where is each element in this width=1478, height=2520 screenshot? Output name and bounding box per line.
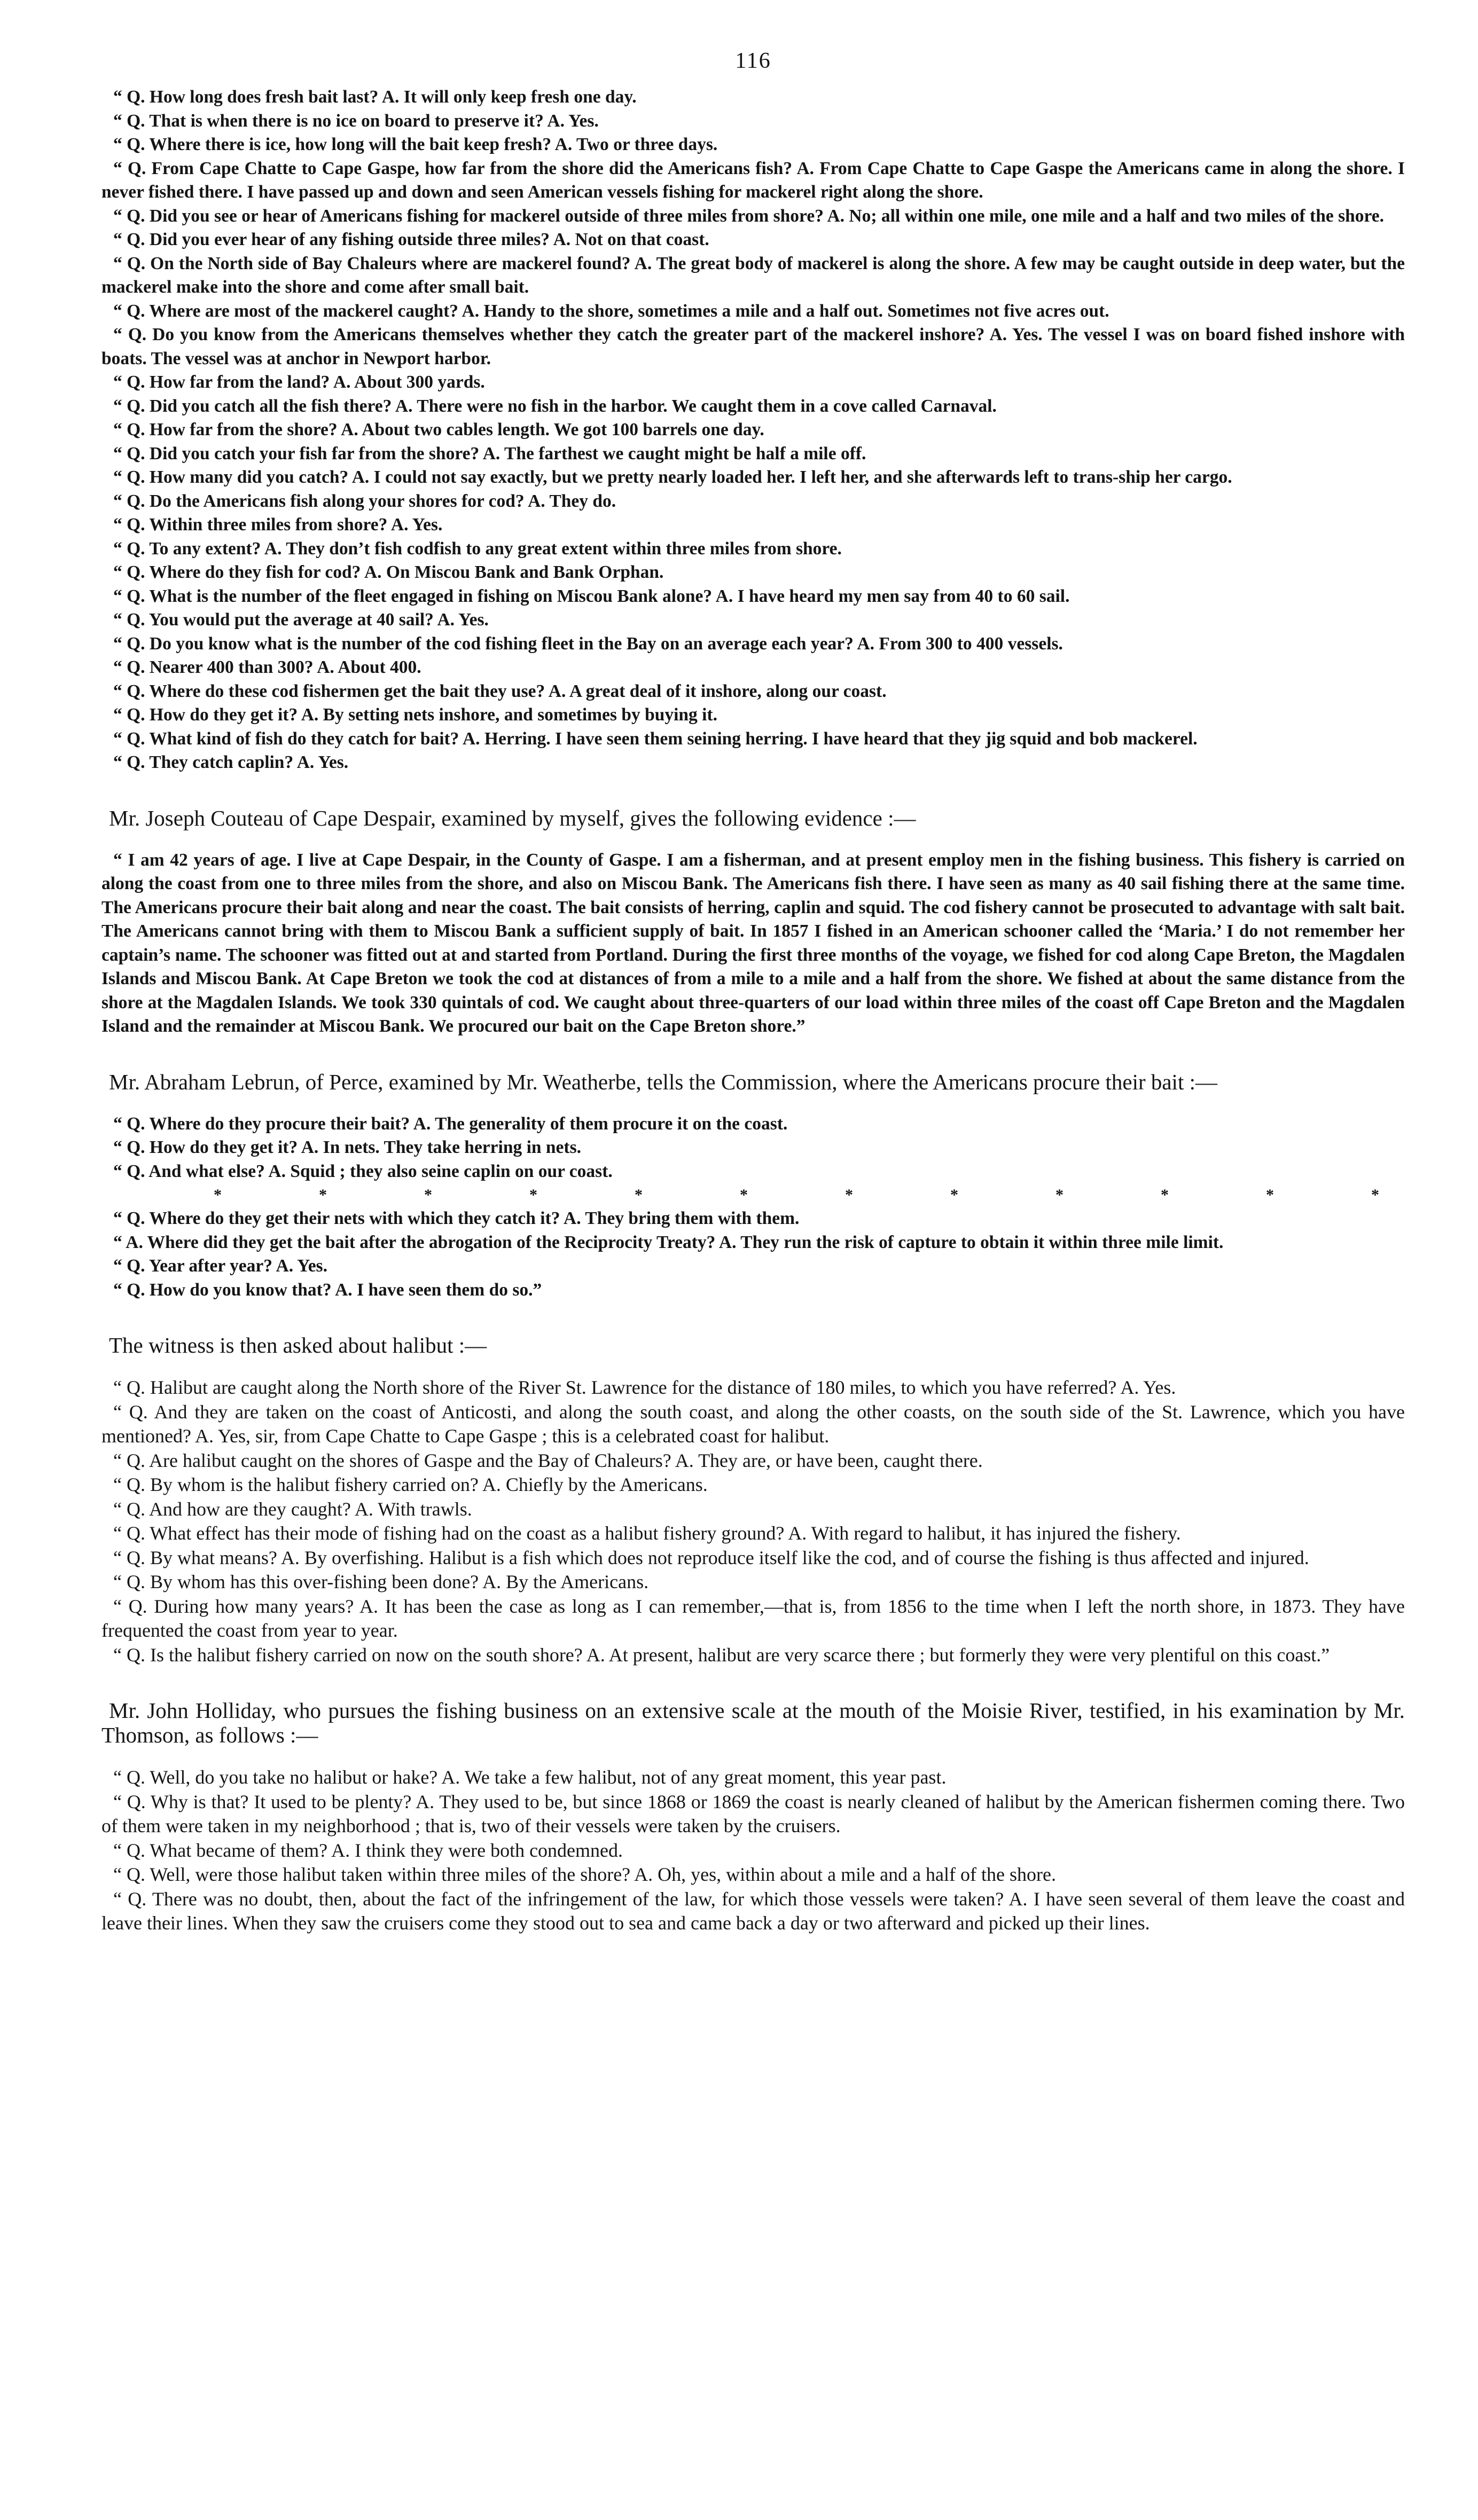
qa-paragraph: “ Q. By what means? A. By overfishing. Halibut is a fish which does not reproduce itself like the cod, and of course the fishing is thus affected and injured. bbox=[113, 1546, 1309, 1568]
testimony-narrative: “ I am 42 years of age. I live at Cape Despair, in the County of Gaspe. I am a fisherman, and at present employ men in the fishing business. This fishery is carried on along the coast from one to three miles from the shore, and also on Miscou Bank. The Americans fish there. I have seen as many as 40 sail fishing there at the same time. The Americans procure their bait along and near the coast. The bait consists of herring, caplin and squid. The cod fishery cannot be prosecuted to advantage with salt bait. The Americans cannot bring with them to Miscou Bank a sufficient supply of bait. In 1857 I fished in an American schooner called the ‘Maria.’ I do not remember her captain’s name. The schooner was fitted out at and started from Portland. During the first three months of the voyage, we fished for cod along Cape Breton, the Magdalen Islands and Miscou Bank. At Cape Breton we took the cod at distances of from a mile to a mile and a half from the shore. We fished at about the same distance from the shore at the Magdalen Islands. We took 330 quintals of cod. We caught about three-quarters of our load within three miles of the coast off Cape Breton and the Magdalen Island and the remainder at Miscou Bank. We procured our bait on the Cape Breton shore.” bbox=[101, 850, 1405, 1036]
qa-paragraph: “ Q. How do they get it? A. By setting nets inshore, and sometimes by buying it. bbox=[113, 705, 718, 725]
star-mark: * bbox=[1371, 1186, 1379, 1204]
qa-paragraph: “ Q. And how are they caught? A. With trawls. bbox=[113, 1498, 472, 1520]
qa-paragraph: “ Q. Where do they get their nets with which they catch it? A. They bring them with them. bbox=[113, 1208, 800, 1228]
qa-paragraph: “ Q. What effect has their mode of fishing had on the coast as a halibut fishery ground? A. With regard to halibut, it has injured the fishery. bbox=[113, 1522, 1181, 1544]
qa-paragraph: “ Q. Well, do you take no halibut or hake? A. We take a few halibut, not of any great moment, this year past. bbox=[113, 1767, 947, 1788]
qa-paragraph: “ Q. How many did you catch? A. I could not say exactly, but we pretty nearly loaded her. I left her, and she afterwards left to trans-ship her cargo. bbox=[113, 467, 1232, 487]
qa-paragraph: “ Q. Within three miles from shore? A. Yes. bbox=[113, 515, 443, 535]
star-mark: * bbox=[1161, 1186, 1169, 1204]
qa-paragraph: “ Q. And they are taken on the coast of Anticosti, and along the south coast, and along the other coasts, on the south side of the St. Lawrence, which you have mentioned? A. Yes, sir, from Cape Chatte to Cape Gaspe ; this is a celebrated coast for halibut. bbox=[101, 1401, 1405, 1447]
intro-couteau: Mr. Joseph Couteau of Cape Despair, examined by myself, gives the following evidence :— bbox=[109, 805, 916, 830]
qa-paragraph: “ Q. And what else? A. Squid ; they also seine caplin on our coast. bbox=[113, 1161, 613, 1181]
star-mark: * bbox=[950, 1186, 958, 1204]
star-mark: * bbox=[214, 1186, 222, 1204]
qa-block-holliday bbox=[101, 1765, 1405, 1936]
qa-paragraph: “ Q. What is the number of the fleet engaged in fishing on Miscou Bank alone? A. I have heard my men say from 40 to 60 sail. bbox=[113, 586, 1070, 606]
star-mark: * bbox=[635, 1186, 643, 1204]
qa-paragraph: “ Q. Where are most of the mackerel caught? A. Handy to the shore, sometimes a mile and a half out. Sometimes not five acres out. bbox=[113, 301, 1109, 321]
qa-block-halibut bbox=[101, 1376, 1405, 1667]
qa-paragraph: “ Q. How do they get it? A. In nets. They take herring in nets. bbox=[113, 1137, 581, 1157]
qa-paragraph: “ Q. They catch caplin? A. Yes. bbox=[113, 752, 349, 772]
qa-paragraph: “ Q. During how many years? A. It has been the case as long as I can remember,—that is, from 1856 to the time when I left the north shore, in 1873. They have frequented the coast from year to year. bbox=[101, 1595, 1405, 1641]
star-mark: * bbox=[529, 1186, 537, 1204]
qa-block-bait-mackerel-cod bbox=[101, 85, 1405, 775]
qa-paragraph: “ Q. Do you know from the Americans themselves whether they catch the greater part of the mackerel inshore? A. Yes. The vessel I was on board fished inshore with boats. The vessel was at anchor in Newport harbor. bbox=[101, 325, 1405, 368]
qa-paragraph: “ Q. How far from the shore? A. About two cables length. We got 100 barrels one day. bbox=[113, 420, 764, 439]
qa-paragraph: “ Q. Is the halibut fishery carried on now on the south shore? A. At present, halibut are very scarce there ; but formerly they were very plentiful on this coast.” bbox=[113, 1644, 1330, 1666]
qa-paragraph: “ Q. Where do they fish for cod? A. On Miscou Bank and Bank Orphan. bbox=[113, 562, 664, 582]
qa-paragraph: “ Q. From Cape Chatte to Cape Gaspe, how far from the shore did the Americans fish? A. From Cape Chatte to Cape Gaspe the Americans came in along the shore. I never fished there. I have passed up and down and seen American vessels fishing for mackerel right along the shore. bbox=[101, 158, 1405, 202]
qa-paragraph: “ Q. Did you ever hear of any fishing outside three miles? A. Not on that coast. bbox=[113, 230, 709, 249]
intro-halibut: The witness is then asked about halibut :— bbox=[109, 1333, 487, 1357]
qa-paragraph: “ Q. Did you see or hear of Americans fishing for mackerel outside of three miles from shore? A. No; all within one mile, one mile and a half and two miles of the shore. bbox=[113, 206, 1385, 226]
star-mark: * bbox=[1266, 1186, 1274, 1204]
qa-paragraph: “ Q. Well, were those halibut taken within three miles of the shore? A. Oh, yes, within about a mile and a half of the shore. bbox=[113, 1864, 1056, 1885]
qa-paragraph: “ Q. Do the Americans fish along your shores for cod? A. They do. bbox=[113, 491, 616, 511]
qa-paragraph: “ Q. Where do these cod fishermen get the bait they use? A. A great deal of it inshore, along our coast. bbox=[113, 681, 887, 701]
qa-paragraph: “ A. Where did they get the bait after the abrogation of the Reciprocity Treaty? A. They run the risk of capture to obtain it within three mile limit. bbox=[113, 1232, 1224, 1252]
qa-paragraph: “ Q. Do you know what is the number of the cod fishing fleet in the Bay on an average each year? A. From 300 to 400 vessels. bbox=[113, 633, 1063, 654]
ellipsis-stars bbox=[101, 1183, 1405, 1207]
qa-paragraph: “ Q. What became of them? A. I think they were both condemned. bbox=[113, 1839, 623, 1861]
qa-paragraph: “ Q. Where there is ice, how long will the bait keep fresh? A. Two or three days. bbox=[113, 135, 718, 154]
page-number: 116 bbox=[735, 49, 771, 73]
qa-paragraph: “ Q. That is when there is no ice on board to preserve it? A. Yes. bbox=[113, 111, 599, 131]
qa-paragraph: “ Q. You would put the average at 40 sail? A. Yes. bbox=[113, 610, 489, 630]
qa-paragraph: “ Q. By whom has this over-fishing been done? A. By the Americans. bbox=[113, 1571, 649, 1592]
star-mark: * bbox=[424, 1186, 432, 1204]
star-mark: * bbox=[1055, 1186, 1063, 1204]
qa-paragraph: “ Q. To any extent? A. They don’t fish codfish to any great extent within three miles from shore. bbox=[113, 538, 842, 559]
qa-paragraph: “ Q. Halibut are caught along the North shore of the River St. Lawrence for the distance of 180 miles, to which you have referred? A. Yes. bbox=[113, 1377, 1176, 1398]
qa-paragraph: “ Q. How far from the land? A. About 300 yards. bbox=[113, 372, 485, 392]
intro-lebrun: Mr. Abraham Lebrun, of Perce, examined by Mr. Weatherbe, tells the Commission, where the Americans procure their bait :— bbox=[109, 1069, 1217, 1094]
qa-paragraph: “ Q. By whom is the halibut fishery carried on? A. Chiefly by the Americans. bbox=[113, 1474, 708, 1495]
qa-paragraph: “ Q. Nearer 400 than 300? A. About 400. bbox=[113, 657, 421, 677]
qa-paragraph: “ Q. Where do they procure their bait? A. The generality of them procure it on the coast. bbox=[113, 1113, 788, 1134]
qa-block-lebrun bbox=[101, 1112, 1405, 1302]
star-mark: * bbox=[740, 1186, 748, 1204]
qa-paragraph: “ Q. Are halibut caught on the shores of Gaspe and the Bay of Chaleurs? A. They are, or have been, caught there. bbox=[113, 1449, 983, 1471]
star-mark: * bbox=[319, 1186, 327, 1204]
qa-paragraph: “ Q. How do you know that? A. I have seen them do so.” bbox=[113, 1279, 542, 1300]
intro-holliday: Mr. John Holliday, who pursues the fishing business on an extensive scale at the mouth of the Moisie River, testified, in his examination by Mr. Thomson, as follows :— bbox=[101, 1698, 1405, 1747]
qa-paragraph: “ Q. What kind of fish do they catch for bait? A. Herring. I have seen them seining herring. I have heard that they jig squid and bob mackerel. bbox=[113, 728, 1198, 749]
qa-paragraph: “ Q. On the North side of Bay Chaleurs where are mackerel found? A. The great body of mackerel is along the shore. A few may be caught outside in deep water, but the mackerel make into the shore and come after small bait. bbox=[101, 253, 1405, 297]
qa-paragraph: “ Q. Did you catch all the fish there? A. There were no fish in the harbor. We caught them in a cove called Carnaval. bbox=[113, 396, 997, 416]
document-page bbox=[101, 48, 1405, 1936]
qa-paragraph: “ Q. How long does fresh bait last? A. It will only keep fresh one day. bbox=[113, 87, 637, 107]
qa-paragraph: “ Q. Year after year? A. Yes. bbox=[113, 1256, 327, 1276]
star-mark: * bbox=[845, 1186, 853, 1204]
qa-paragraph: “ Q. Why is that? It used to be plenty? A. They used to be, but since 1868 or 1869 the coast is nearly cleaned of halibut by the American fishermen coming there. Two of them were taken in my neighborhood ; that is, two of their vessels were taken by the cruisers. bbox=[101, 1791, 1405, 1836]
qa-paragraph: “ Q. There was no doubt, then, about the fact of the infringement of the law, for which those vessels were taken? A. I have seen several of them leave the coast and leave their lines. When they saw the cruisers come they stood out to sea and came back a day or two afterward and picked up their lines. bbox=[101, 1888, 1405, 1934]
qa-paragraph: “ Q. Did you catch your fish far from the shore? A. The farthest we caught might be half a mile off. bbox=[113, 443, 866, 464]
